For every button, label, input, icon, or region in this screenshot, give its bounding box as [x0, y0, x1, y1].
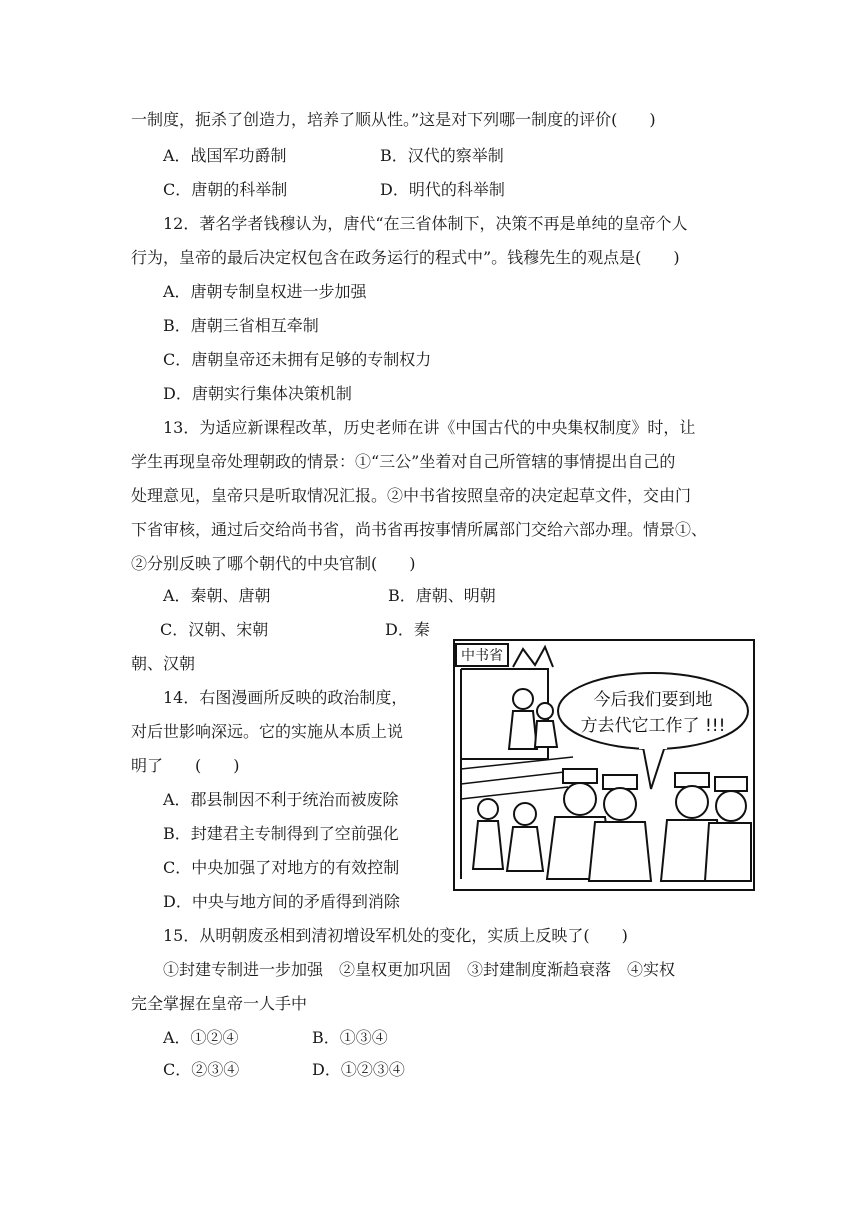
official-head	[676, 786, 708, 818]
official-head	[564, 783, 596, 815]
q13-stem-line4: 下省审核，通过后交给尚书省，尚书省再按事情所属部门交给六部办理。情景①、	[131, 520, 708, 539]
q12-option-d: D．唐朝实行集体决策机制	[163, 384, 352, 403]
q12-option-c: C．唐朝皇帝还未拥有足够的专制权力	[163, 350, 432, 369]
q12-option-b: B．唐朝三省相互牵制	[163, 316, 319, 335]
official-hat	[715, 777, 747, 791]
cartoon-illustration	[453, 639, 755, 891]
official-body	[507, 827, 543, 871]
sign-text: 中书省	[461, 648, 503, 664]
q11-stem-tail: 一制度，扼杀了创造力，培养了顺从性。”这是对下列哪一制度的评价( )	[131, 110, 656, 129]
official-body	[589, 822, 651, 881]
official-body	[705, 823, 751, 881]
speech-line2: 方去代它工作了 !!!	[580, 716, 726, 736]
q11-option-c: C．唐朝的科举制	[163, 180, 288, 199]
official-head	[716, 791, 746, 821]
q11-option-d: D．明代的科举制	[380, 180, 505, 199]
q15-items-line2: 完全掌握在皇帝一人手中	[131, 994, 308, 1013]
q15-stem: 15．从明朝废丞相到清初增设军机处的变化，实质上反映了( )	[163, 926, 628, 945]
q14-option-b: B．封建君主专制得到了空前强化	[163, 824, 399, 843]
figure-body	[509, 711, 537, 749]
q13-stem-line5: ②分别反映了哪个朝代的中央官制( )	[131, 554, 416, 573]
q13-option-d-wrap: 朝、汉朝	[131, 654, 196, 673]
official-hat	[675, 773, 709, 787]
figure-body	[535, 721, 557, 747]
official-body	[473, 821, 503, 869]
speech-bubble	[558, 673, 748, 749]
figure-head	[513, 689, 533, 709]
official-head	[478, 799, 498, 819]
q14-stem-line3: 明了 ( )	[131, 756, 240, 775]
q13-stem-line3: 处理意见，皇帝只是听取情况汇报。②中书省按照皇帝的决定起草文件，交由门	[131, 486, 692, 505]
q12-option-a: A．唐朝专制皇权进一步加强	[163, 282, 367, 301]
q15-items-line1: ①封建专制进一步加强 ②皇权更加巩固 ③封建制度渐趋衰落 ④实权	[163, 960, 676, 979]
q13-stem-line1: 13．为适应新课程改革，历史老师在讲《中国古代的中央集权制度》时，让	[163, 418, 696, 437]
q11-option-b: B．汉代的察举制	[380, 146, 504, 165]
q13-option-a: A．秦朝、唐朝	[163, 586, 271, 605]
q11-option-a: A．战国军功爵制	[163, 146, 287, 165]
speech-line1: 今后我们要到地	[593, 690, 713, 710]
q15-option-d: D．①②③④	[312, 1060, 405, 1079]
official-hat	[563, 769, 597, 783]
q14-option-c: C．中央加强了对地方的有效控制	[163, 858, 400, 877]
q15-option-a: A．①②④	[163, 1028, 239, 1047]
q14-option-a: A．郡县制因不利于统治而被废除	[163, 790, 399, 809]
q15-option-b: B．①③④	[312, 1028, 388, 1047]
official-head	[514, 803, 536, 825]
q15-option-c: C．②③④	[163, 1060, 240, 1079]
q13-option-b: B．唐朝、明朝	[388, 586, 496, 605]
q12-stem-line1: 12．著名学者钱穆认为，唐代“在三省体制下，决策不再是单纯的皇帝个人	[163, 214, 688, 233]
official-head	[604, 788, 636, 820]
figure-head	[537, 703, 553, 719]
q13-option-c: C．汉朝、宋朝	[160, 620, 269, 639]
official-hat	[603, 775, 637, 789]
q13-stem-line2: 学生再现皇帝处理朝政的情景：①“三公”坐着对自己所管辖的事情提出自己的	[131, 452, 676, 471]
q14-stem-line2: 对后世影响深远。它的实施从本质上说	[131, 722, 404, 741]
q12-stem-line2: 行为，皇帝的最后决定权包含在政务运行的程式中”。钱穆先生的观点是( )	[131, 248, 680, 267]
q13-option-d: D．秦	[385, 620, 430, 639]
q14-stem-line1: 14．右图漫画所反映的政治制度，	[163, 688, 408, 707]
q14-option-d: D．中央与地方间的矛盾得到消除	[163, 892, 400, 911]
